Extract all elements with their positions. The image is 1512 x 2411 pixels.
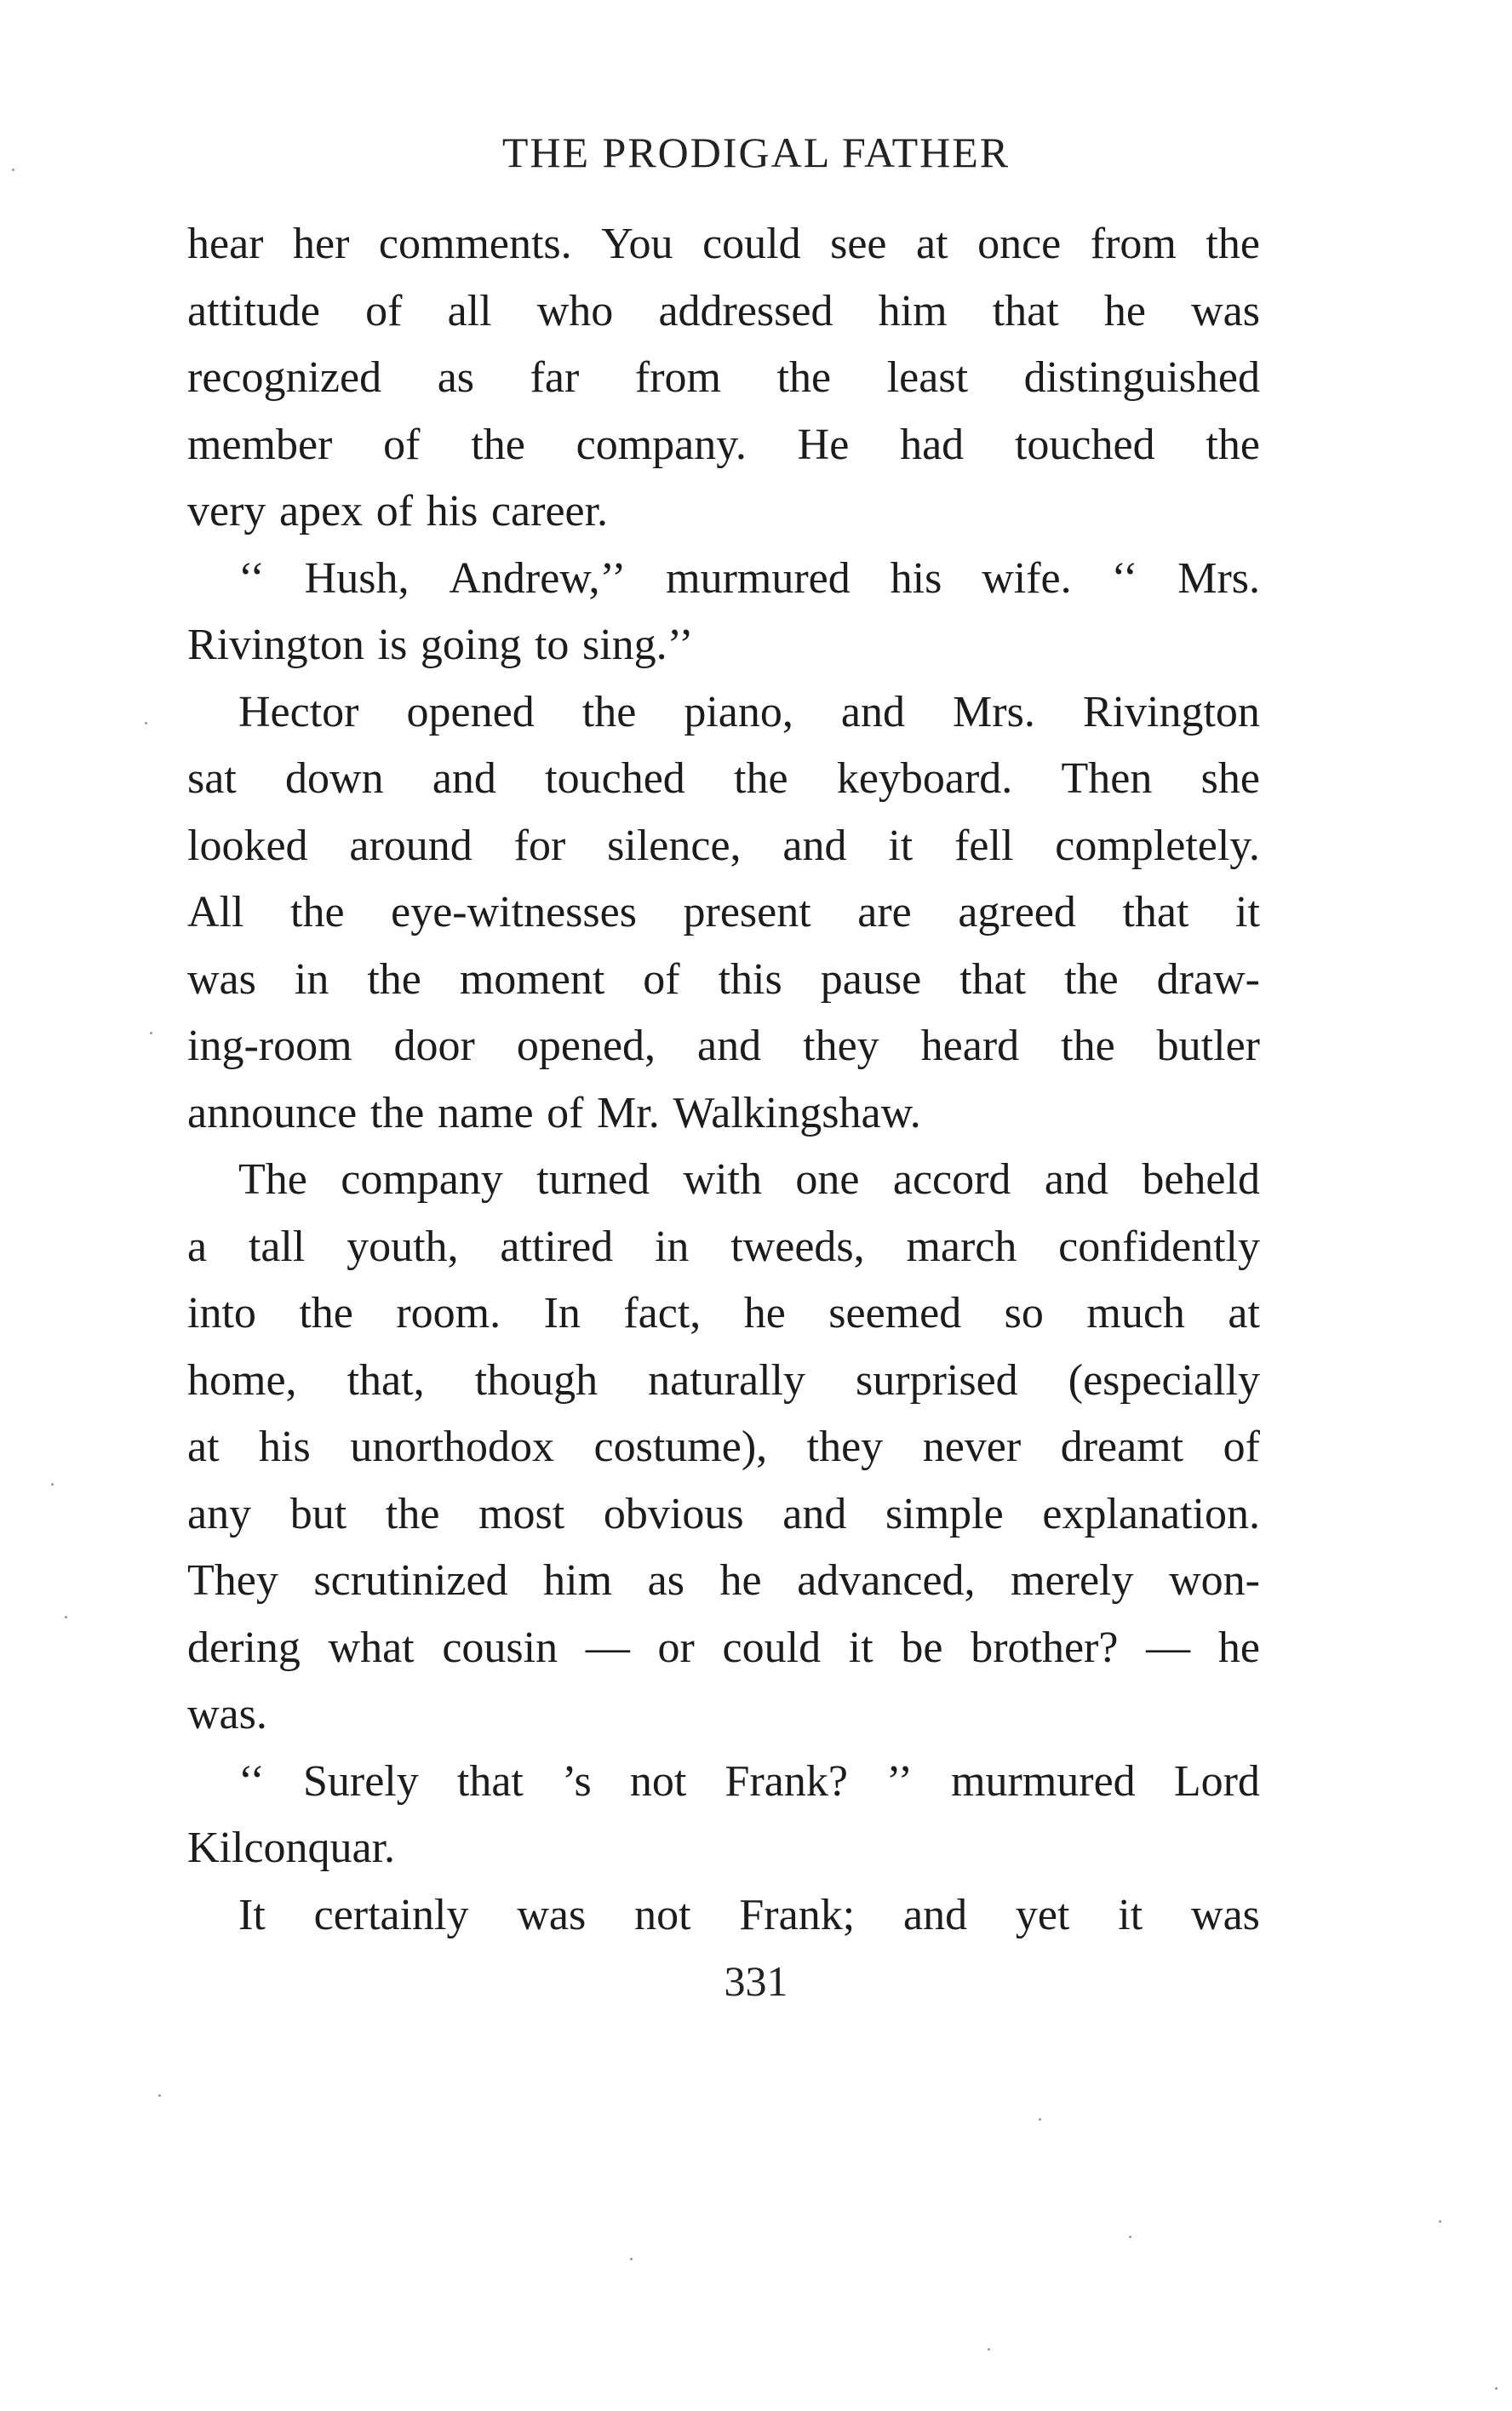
- word: the: [385, 1489, 440, 1538]
- word: —: [585, 1623, 630, 1672]
- word: of: [383, 420, 421, 469]
- word: tweeds,: [730, 1222, 865, 1271]
- word: his: [259, 1423, 311, 1471]
- scan-speck: [145, 722, 147, 724]
- word: yet: [1015, 1890, 1070, 1939]
- word: keyboard.: [836, 754, 1013, 803]
- text-line: [187, 278, 1260, 346]
- text-line: [187, 1815, 1260, 1882]
- word: far: [530, 353, 580, 402]
- word: is: [377, 621, 408, 669]
- word: that: [959, 954, 1027, 1004]
- word: a: [187, 1222, 208, 1271]
- word: could: [722, 1623, 822, 1672]
- word: for: [513, 821, 566, 870]
- word: the: [367, 954, 421, 1004]
- word: his: [890, 553, 942, 603]
- word: All: [187, 888, 244, 936]
- word: was: [187, 954, 256, 1004]
- word: it: [1118, 1890, 1143, 1939]
- word: was: [517, 1890, 587, 1939]
- word: hear: [187, 220, 264, 268]
- word: the: [1064, 954, 1119, 1004]
- word: They: [187, 1556, 278, 1605]
- word: simple: [885, 1489, 1004, 1538]
- word: and: [840, 687, 905, 736]
- word: merely: [1011, 1556, 1134, 1605]
- word: at: [187, 1423, 220, 1471]
- word: touched: [545, 754, 685, 803]
- word: home,: [187, 1355, 297, 1405]
- word: murmured: [951, 1756, 1136, 1806]
- word: and: [782, 821, 847, 870]
- scan-speck: [1439, 2220, 1441, 2223]
- scan-speck: [1129, 2236, 1131, 2238]
- word: comments.: [378, 220, 572, 268]
- scan-speck: [988, 2348, 990, 2351]
- text-line: [187, 612, 1260, 679]
- scan-speck: [12, 169, 14, 171]
- word: the: [1206, 420, 1260, 469]
- scan-speck: [1495, 2387, 1498, 2390]
- word: Lord: [1173, 1756, 1260, 1806]
- word: Walkingshaw.: [673, 1088, 921, 1137]
- word: and: [697, 1022, 762, 1070]
- word: least: [886, 353, 969, 402]
- word: He: [797, 420, 850, 469]
- word: door: [393, 1022, 475, 1070]
- text-line: [187, 746, 1260, 813]
- word: draw-: [1156, 954, 1260, 1004]
- scan-speck: [1039, 2118, 1041, 2121]
- word: around: [349, 821, 472, 870]
- word: pause: [820, 954, 922, 1004]
- scan-speck: [65, 1616, 67, 1618]
- word: In: [543, 1289, 581, 1337]
- word: Hush,: [304, 553, 410, 603]
- word: youth,: [346, 1222, 459, 1271]
- word: ‘‘: [238, 1756, 265, 1806]
- word: that: [1122, 888, 1189, 936]
- word: looked: [187, 821, 308, 870]
- word: Frank;: [739, 1890, 856, 1939]
- word: that: [456, 1756, 524, 1806]
- word: it: [848, 1623, 873, 1672]
- word: costume),: [593, 1423, 768, 1471]
- text-line: [187, 1615, 1260, 1682]
- text-line: [187, 211, 1260, 278]
- text-line: [187, 1348, 1260, 1415]
- word: be: [901, 1623, 943, 1672]
- word: brother?: [971, 1623, 1119, 1672]
- word: one: [795, 1155, 860, 1204]
- word: are: [857, 888, 912, 936]
- text-line: [187, 412, 1260, 479]
- word: he: [1103, 286, 1146, 335]
- word: him: [543, 1556, 613, 1605]
- word: from: [1090, 220, 1177, 268]
- text-line: [187, 1749, 1260, 1816]
- word: or: [657, 1623, 695, 1672]
- word: the: [734, 754, 788, 803]
- word: Mrs.: [1177, 553, 1260, 603]
- word: this: [718, 954, 782, 1004]
- word: the: [1061, 1022, 1115, 1070]
- word: from: [634, 353, 722, 402]
- word: apex: [279, 487, 364, 535]
- word: very: [187, 487, 266, 535]
- text-line: [187, 1147, 1260, 1214]
- word: going: [420, 621, 522, 669]
- word: dering: [187, 1623, 301, 1672]
- word: much: [1086, 1289, 1185, 1337]
- word: the: [1206, 220, 1260, 268]
- word: not: [634, 1890, 691, 1939]
- word: tall: [248, 1222, 306, 1271]
- word: at: [916, 220, 948, 268]
- word: as: [647, 1556, 684, 1605]
- word: down: [285, 754, 384, 803]
- word: company: [341, 1155, 503, 1204]
- text-line: [187, 1214, 1260, 1281]
- word: fact,: [623, 1289, 702, 1337]
- text-line: [187, 879, 1260, 947]
- word: Hector: [238, 687, 359, 736]
- word: surprised: [856, 1355, 1018, 1405]
- word: ’’: [886, 1756, 913, 1806]
- text-line: [187, 1882, 1260, 1950]
- word: the: [581, 687, 637, 736]
- word: he: [1217, 1623, 1260, 1672]
- word: they: [803, 1022, 879, 1070]
- text-line: [187, 679, 1260, 747]
- scan-speck: [51, 1483, 54, 1486]
- word: in: [294, 954, 329, 1004]
- word: You: [601, 220, 673, 268]
- scan-speck: [630, 2258, 633, 2260]
- word: explanation.: [1042, 1489, 1260, 1538]
- scan-speck: [158, 2094, 161, 2097]
- word: heard: [920, 1022, 1020, 1070]
- word: and: [432, 754, 496, 803]
- word: attitude: [187, 286, 320, 335]
- word: recognized: [187, 353, 382, 402]
- word: most: [478, 1489, 565, 1538]
- word: beheld: [1142, 1155, 1260, 1204]
- word: seemed: [828, 1289, 962, 1337]
- word: (especially: [1068, 1355, 1260, 1405]
- word: announce: [187, 1088, 358, 1137]
- word: the: [471, 420, 525, 469]
- word: ‘‘: [1111, 553, 1138, 603]
- word: at: [1228, 1289, 1260, 1337]
- word: advanced,: [797, 1556, 976, 1605]
- word: The: [238, 1155, 307, 1204]
- word: see: [830, 220, 887, 268]
- word: Frank?: [724, 1756, 848, 1806]
- word: name: [437, 1088, 534, 1137]
- word: distinguished: [1023, 353, 1260, 402]
- word: opened: [406, 687, 535, 736]
- word: obvious: [603, 1489, 744, 1538]
- word: not: [629, 1756, 687, 1806]
- word: completely.: [1055, 821, 1260, 870]
- word: was: [1191, 286, 1260, 335]
- word: touched: [1014, 420, 1155, 469]
- word: march: [906, 1222, 1017, 1271]
- word: butler: [1156, 1022, 1260, 1070]
- word: any: [187, 1489, 252, 1538]
- word: but: [289, 1489, 347, 1538]
- word: never: [922, 1423, 1022, 1471]
- word: to: [534, 621, 570, 669]
- word: career.: [490, 487, 609, 535]
- word: fell: [954, 821, 1014, 870]
- word: naturally: [648, 1355, 805, 1405]
- word: of: [643, 954, 680, 1004]
- word: so: [1004, 1289, 1044, 1337]
- word: sing.’’: [582, 621, 694, 669]
- word: company.: [576, 420, 747, 469]
- text-line: [187, 1681, 1260, 1749]
- word: Mrs.: [953, 687, 1035, 736]
- word: what: [328, 1623, 415, 1672]
- word: and: [902, 1890, 968, 1939]
- word: the: [776, 353, 832, 402]
- word: It: [238, 1890, 266, 1939]
- text-line: [187, 1414, 1260, 1481]
- word: accord: [892, 1155, 1011, 1204]
- word: turned: [536, 1155, 650, 1204]
- word: ‘‘: [238, 553, 265, 603]
- word: as: [437, 353, 475, 402]
- word: the: [290, 888, 345, 936]
- word: all: [447, 286, 492, 335]
- word: wife.: [982, 553, 1072, 603]
- text-line: [187, 1013, 1260, 1080]
- word: she: [1200, 754, 1260, 803]
- word: Surely: [302, 1756, 419, 1806]
- word: and: [782, 1489, 847, 1538]
- scan-speck: [150, 1032, 152, 1034]
- word: —: [1146, 1623, 1191, 1672]
- word: him: [878, 286, 948, 335]
- word: Andrew,’’: [449, 553, 627, 603]
- word: it: [888, 821, 914, 870]
- text-line: [187, 546, 1260, 613]
- word: and: [1044, 1155, 1108, 1204]
- word: unorthodox: [350, 1423, 555, 1471]
- word: her: [293, 220, 350, 268]
- word: was.: [187, 1690, 267, 1738]
- word: moment: [459, 954, 605, 1004]
- word: member: [187, 420, 333, 469]
- running-title: THE PRODIGAL FATHER: [501, 129, 1011, 176]
- word: the: [369, 1088, 425, 1137]
- word: his: [426, 487, 478, 535]
- word: he: [743, 1289, 786, 1337]
- word: the: [299, 1289, 353, 1337]
- text-line: [187, 813, 1260, 880]
- word: opened,: [516, 1022, 656, 1070]
- body-text: [187, 211, 1260, 1949]
- word: scrutinized: [313, 1556, 508, 1605]
- word: Kilconquar.: [187, 1824, 396, 1872]
- text-line: [187, 1280, 1260, 1348]
- word: silence,: [607, 821, 742, 870]
- word: ing-room: [187, 1022, 352, 1070]
- word: had: [900, 420, 965, 469]
- word: into: [187, 1289, 256, 1337]
- word: eye-witnesses: [391, 888, 637, 936]
- word: of: [547, 1088, 584, 1137]
- text-line: [187, 478, 1260, 546]
- word: piano,: [684, 687, 793, 736]
- word: he: [719, 1556, 762, 1605]
- word: room.: [396, 1289, 501, 1337]
- word: present: [683, 888, 811, 936]
- text-line: [187, 1548, 1260, 1615]
- word: of: [365, 286, 403, 335]
- word: agreed: [958, 888, 1076, 936]
- word: addressed: [658, 286, 833, 335]
- word: Rivington: [187, 621, 365, 669]
- word: murmured: [666, 553, 850, 603]
- word: with: [683, 1155, 762, 1204]
- word: that,: [346, 1355, 425, 1405]
- word: of: [1223, 1423, 1260, 1471]
- word: was: [1191, 1890, 1260, 1939]
- word: though: [474, 1355, 598, 1405]
- word: of: [375, 487, 414, 535]
- word: in: [654, 1222, 690, 1271]
- word: Mr.: [597, 1088, 660, 1137]
- text-line: [187, 1080, 1260, 1148]
- word: Then: [1061, 754, 1153, 803]
- word: attired: [500, 1222, 614, 1271]
- word: could: [702, 220, 801, 268]
- word: Rivington: [1082, 687, 1260, 736]
- word: sat: [187, 754, 237, 803]
- word: cousin: [442, 1623, 558, 1672]
- word: they: [806, 1423, 884, 1471]
- page-number: 331: [724, 1957, 788, 2005]
- word: ’s: [562, 1756, 592, 1806]
- text-line: [187, 1481, 1260, 1549]
- word: certainly: [313, 1890, 469, 1939]
- text-line: [187, 345, 1260, 412]
- word: once: [977, 220, 1062, 268]
- word: that: [992, 286, 1059, 335]
- word: it: [1235, 888, 1260, 936]
- word: won-: [1169, 1556, 1260, 1605]
- word: confidently: [1058, 1222, 1260, 1271]
- word: dreamt: [1060, 1423, 1184, 1471]
- word: who: [536, 286, 614, 335]
- text-line: [187, 947, 1260, 1014]
